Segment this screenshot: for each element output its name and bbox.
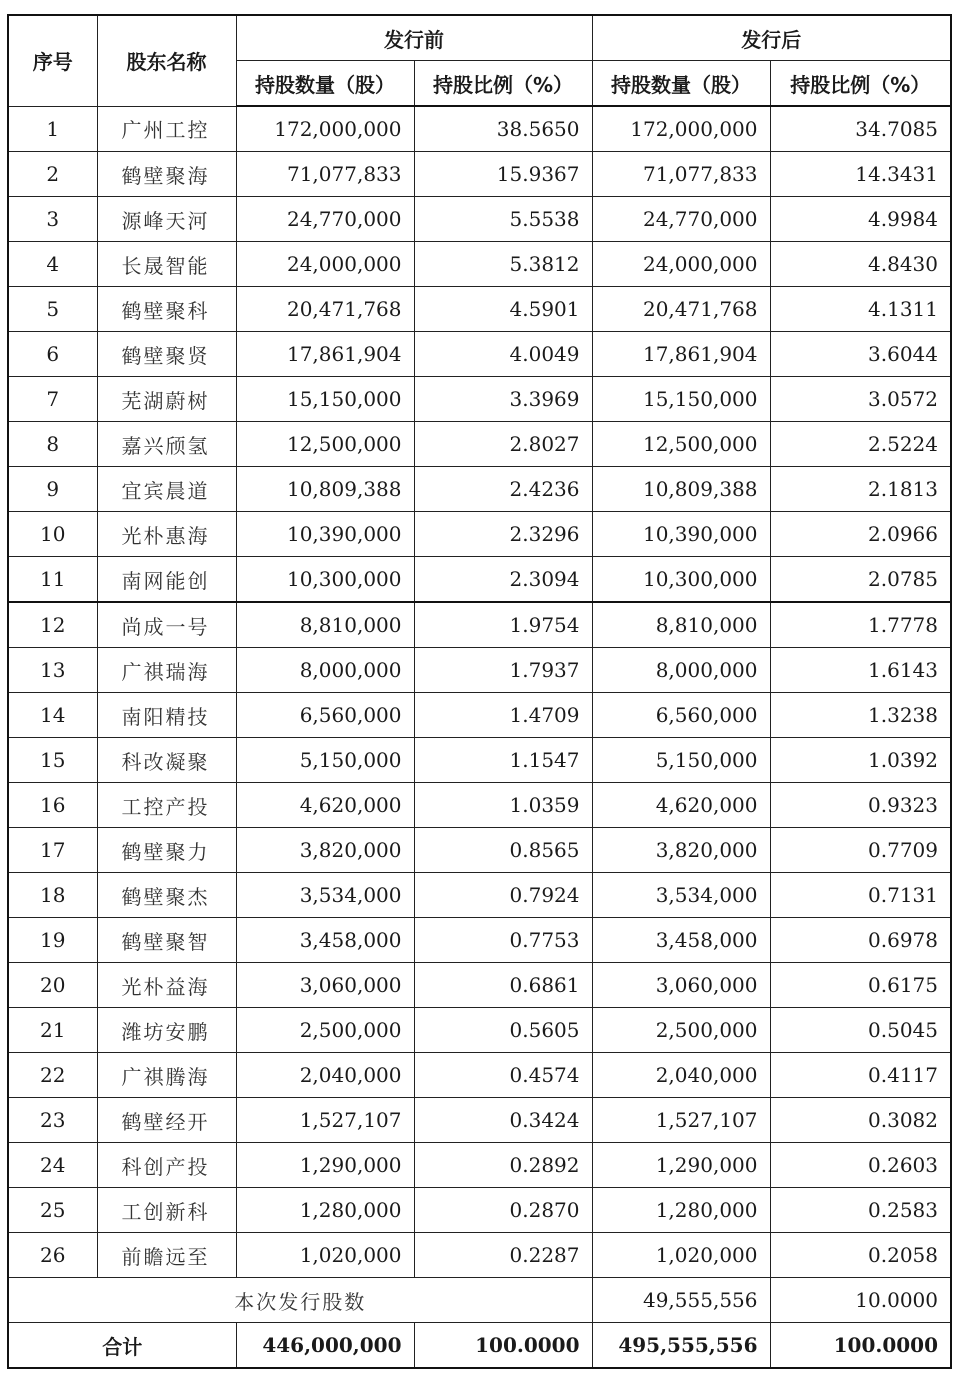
cell-after-ratio: 0.4117 <box>770 1053 951 1098</box>
cell-after-ratio: 1.3238 <box>770 693 951 738</box>
cell-after-shares: 5,150,000 <box>592 738 770 783</box>
cell-before-shares: 17,861,904 <box>236 332 414 377</box>
table-row <box>8 377 951 422</box>
cell-before-ratio: 0.2892 <box>414 1143 592 1188</box>
cell-before-ratio: 0.4574 <box>414 1053 592 1098</box>
cell-before-ratio: 1.1547 <box>414 738 592 783</box>
cell-after-shares: 172,000,000 <box>592 106 770 152</box>
cell-before-shares: 3,060,000 <box>236 963 414 1008</box>
table-row <box>8 512 951 557</box>
header-before-shares: 持股数量（股） <box>236 61 414 107</box>
cell-before-shares: 3,458,000 <box>236 918 414 963</box>
cell-before-ratio: 1.4709 <box>414 693 592 738</box>
table-row <box>8 1188 951 1233</box>
cell-after-ratio: 0.3082 <box>770 1098 951 1143</box>
header-name: 股东名称 <box>97 15 236 106</box>
cell-after-shares: 2,040,000 <box>592 1053 770 1098</box>
shareholding-table <box>7 14 952 1369</box>
cell-shareholder-name: 工创新科 <box>97 1188 236 1233</box>
cell-before-ratio: 4.0049 <box>414 332 592 377</box>
cell-before-ratio: 15.9367 <box>414 152 592 197</box>
cell-before-ratio: 2.8027 <box>414 422 592 467</box>
table-row <box>8 963 951 1008</box>
cell-no: 9 <box>8 467 97 512</box>
cell-shareholder-name: 广祺腾海 <box>97 1053 236 1098</box>
cell-no: 14 <box>8 693 97 738</box>
cell-shareholder-name: 前瞻远至 <box>97 1233 236 1278</box>
table-row <box>8 602 951 648</box>
cell-no: 1 <box>8 106 97 152</box>
cell-shareholder-name: 长晟智能 <box>97 242 236 287</box>
cell-before-shares: 172,000,000 <box>236 106 414 152</box>
cell-before-shares: 10,809,388 <box>236 467 414 512</box>
cell-no: 3 <box>8 197 97 242</box>
cell-before-shares: 8,000,000 <box>236 648 414 693</box>
cell-after-shares: 3,820,000 <box>592 828 770 873</box>
cell-before-shares: 3,820,000 <box>236 828 414 873</box>
cell-after-ratio: 0.7131 <box>770 873 951 918</box>
cell-before-ratio: 0.7753 <box>414 918 592 963</box>
cell-before-shares: 1,527,107 <box>236 1098 414 1143</box>
cell-after-shares: 10,300,000 <box>592 557 770 603</box>
cell-after-ratio: 0.2603 <box>770 1143 951 1188</box>
cell-after-shares: 3,060,000 <box>592 963 770 1008</box>
cell-after-shares: 71,077,833 <box>592 152 770 197</box>
table-row <box>8 242 951 287</box>
cell-after-shares: 2,500,000 <box>592 1008 770 1053</box>
cell-after-ratio: 14.3431 <box>770 152 951 197</box>
cell-shareholder-name: 广祺瑞海 <box>97 648 236 693</box>
cell-before-ratio: 1.7937 <box>414 648 592 693</box>
cell-after-ratio: 0.7709 <box>770 828 951 873</box>
cell-before-ratio: 0.6861 <box>414 963 592 1008</box>
table-row <box>8 648 951 693</box>
cell-before-shares: 71,077,833 <box>236 152 414 197</box>
cell-before-shares: 2,040,000 <box>236 1053 414 1098</box>
cell-before-ratio: 5.5538 <box>414 197 592 242</box>
cell-before-shares: 5,150,000 <box>236 738 414 783</box>
cell-before-ratio: 0.3424 <box>414 1098 592 1143</box>
cell-after-shares: 8,810,000 <box>592 602 770 648</box>
cell-after-shares: 1,290,000 <box>592 1143 770 1188</box>
table-row <box>8 332 951 377</box>
cell-after-shares: 3,534,000 <box>592 873 770 918</box>
cell-before-ratio: 0.8565 <box>414 828 592 873</box>
cell-before-ratio: 2.3296 <box>414 512 592 557</box>
cell-before-shares: 12,500,000 <box>236 422 414 467</box>
cell-no: 12 <box>8 602 97 648</box>
cell-shareholder-name: 光朴益海 <box>97 963 236 1008</box>
cell-after-shares: 1,280,000 <box>592 1188 770 1233</box>
cell-shareholder-name: 源峰天河 <box>97 197 236 242</box>
header-after-shares: 持股数量（股） <box>592 61 770 107</box>
cell-before-shares: 20,471,768 <box>236 287 414 332</box>
cell-after-shares: 10,809,388 <box>592 467 770 512</box>
table-row <box>8 557 951 603</box>
issue-after-ratio: 10.0000 <box>770 1278 951 1323</box>
cell-no: 2 <box>8 152 97 197</box>
cell-no: 11 <box>8 557 97 603</box>
cell-before-shares: 6,560,000 <box>236 693 414 738</box>
cell-after-ratio: 0.5045 <box>770 1008 951 1053</box>
cell-before-shares: 1,290,000 <box>236 1143 414 1188</box>
cell-before-shares: 24,770,000 <box>236 197 414 242</box>
cell-after-ratio: 2.5224 <box>770 422 951 467</box>
cell-after-ratio: 2.0966 <box>770 512 951 557</box>
cell-before-ratio: 0.2870 <box>414 1188 592 1233</box>
total-before-shares: 446,000,000 <box>236 1323 414 1369</box>
cell-before-shares: 24,000,000 <box>236 242 414 287</box>
header-seq: 序号 <box>8 15 97 106</box>
table-row <box>8 1143 951 1188</box>
cell-after-ratio: 3.6044 <box>770 332 951 377</box>
table-row <box>8 1098 951 1143</box>
cell-shareholder-name: 鹤壁聚贤 <box>97 332 236 377</box>
cell-shareholder-name: 芜湖蔚树 <box>97 377 236 422</box>
cell-no: 5 <box>8 287 97 332</box>
cell-after-ratio: 0.2058 <box>770 1233 951 1278</box>
cell-no: 16 <box>8 783 97 828</box>
cell-after-shares: 4,620,000 <box>592 783 770 828</box>
table-header <box>8 15 951 106</box>
cell-shareholder-name: 潍坊安鹏 <box>97 1008 236 1053</box>
cell-after-shares: 24,000,000 <box>592 242 770 287</box>
cell-shareholder-name: 鹤壁聚海 <box>97 152 236 197</box>
shareholding-table-container <box>7 14 950 1369</box>
issue-after-shares: 49,555,556 <box>592 1278 770 1323</box>
cell-after-shares: 3,458,000 <box>592 918 770 963</box>
cell-after-shares: 24,770,000 <box>592 197 770 242</box>
cell-after-ratio: 2.1813 <box>770 467 951 512</box>
table-row <box>8 783 951 828</box>
total-label: 合计 <box>8 1323 236 1369</box>
total-row <box>8 1323 951 1369</box>
cell-after-shares: 15,150,000 <box>592 377 770 422</box>
cell-no: 20 <box>8 963 97 1008</box>
cell-shareholder-name: 嘉兴颀氢 <box>97 422 236 467</box>
cell-shareholder-name: 工控产投 <box>97 783 236 828</box>
cell-after-ratio: 4.9984 <box>770 197 951 242</box>
header-before: 发行前 <box>236 15 592 61</box>
cell-no: 10 <box>8 512 97 557</box>
table-row <box>8 1053 951 1098</box>
cell-shareholder-name: 宜宾晨道 <box>97 467 236 512</box>
cell-no: 8 <box>8 422 97 467</box>
cell-after-ratio: 0.2583 <box>770 1188 951 1233</box>
cell-shareholder-name: 南阳精技 <box>97 693 236 738</box>
cell-before-shares: 2,500,000 <box>236 1008 414 1053</box>
cell-after-ratio: 1.6143 <box>770 648 951 693</box>
table-row <box>8 738 951 783</box>
table-row <box>8 422 951 467</box>
cell-before-shares: 15,150,000 <box>236 377 414 422</box>
cell-after-shares: 6,560,000 <box>592 693 770 738</box>
cell-no: 21 <box>8 1008 97 1053</box>
table-row <box>8 828 951 873</box>
cell-after-shares: 8,000,000 <box>592 648 770 693</box>
cell-before-shares: 1,280,000 <box>236 1188 414 1233</box>
cell-before-shares: 10,300,000 <box>236 557 414 603</box>
cell-before-ratio: 38.5650 <box>414 106 592 152</box>
cell-no: 15 <box>8 738 97 783</box>
cell-shareholder-name: 科创产投 <box>97 1143 236 1188</box>
cell-shareholder-name: 光朴惠海 <box>97 512 236 557</box>
total-after-shares: 495,555,556 <box>592 1323 770 1369</box>
table-row <box>8 1233 951 1278</box>
cell-after-ratio: 0.9323 <box>770 783 951 828</box>
cell-no: 13 <box>8 648 97 693</box>
cell-no: 26 <box>8 1233 97 1278</box>
cell-after-ratio: 1.0392 <box>770 738 951 783</box>
cell-before-shares: 10,390,000 <box>236 512 414 557</box>
issue-label: 本次发行股数 <box>8 1278 592 1323</box>
cell-shareholder-name: 鹤壁聚智 <box>97 918 236 963</box>
cell-no: 4 <box>8 242 97 287</box>
table-row <box>8 1008 951 1053</box>
table-row <box>8 693 951 738</box>
table-row <box>8 287 951 332</box>
cell-before-ratio: 1.9754 <box>414 602 592 648</box>
header-before-ratio: 持股比例（%） <box>414 61 592 107</box>
cell-after-shares: 17,861,904 <box>592 332 770 377</box>
cell-before-ratio: 3.3969 <box>414 377 592 422</box>
cell-before-ratio: 4.5901 <box>414 287 592 332</box>
cell-no: 25 <box>8 1188 97 1233</box>
header-after: 发行后 <box>592 15 951 61</box>
table-row <box>8 197 951 242</box>
cell-after-ratio: 4.1311 <box>770 287 951 332</box>
cell-shareholder-name: 鹤壁经开 <box>97 1098 236 1143</box>
cell-shareholder-name: 南网能创 <box>97 557 236 603</box>
cell-shareholder-name: 鹤壁聚杰 <box>97 873 236 918</box>
cell-no: 23 <box>8 1098 97 1143</box>
table-row <box>8 152 951 197</box>
cell-after-shares: 20,471,768 <box>592 287 770 332</box>
total-after-ratio: 100.0000 <box>770 1323 951 1369</box>
cell-after-ratio: 3.0572 <box>770 377 951 422</box>
cell-shareholder-name: 科改凝聚 <box>97 738 236 783</box>
cell-no: 17 <box>8 828 97 873</box>
cell-shareholder-name: 鹤壁聚科 <box>97 287 236 332</box>
cell-before-ratio: 5.3812 <box>414 242 592 287</box>
table-row <box>8 106 951 152</box>
cell-shareholder-name: 鹤壁聚力 <box>97 828 236 873</box>
cell-after-ratio: 0.6978 <box>770 918 951 963</box>
cell-before-ratio: 2.3094 <box>414 557 592 603</box>
cell-before-ratio: 1.0359 <box>414 783 592 828</box>
total-before-ratio: 100.0000 <box>414 1323 592 1369</box>
cell-before-shares: 3,534,000 <box>236 873 414 918</box>
table-row <box>8 873 951 918</box>
cell-before-ratio: 2.4236 <box>414 467 592 512</box>
cell-after-ratio: 4.8430 <box>770 242 951 287</box>
cell-before-shares: 1,020,000 <box>236 1233 414 1278</box>
cell-after-shares: 1,527,107 <box>592 1098 770 1143</box>
table-row <box>8 918 951 963</box>
cell-before-ratio: 0.2287 <box>414 1233 592 1278</box>
cell-before-ratio: 0.5605 <box>414 1008 592 1053</box>
cell-no: 18 <box>8 873 97 918</box>
cell-before-shares: 4,620,000 <box>236 783 414 828</box>
cell-no: 6 <box>8 332 97 377</box>
cell-after-ratio: 34.7085 <box>770 106 951 152</box>
cell-shareholder-name: 尚成一号 <box>97 602 236 648</box>
cell-no: 24 <box>8 1143 97 1188</box>
cell-after-ratio: 0.6175 <box>770 963 951 1008</box>
cell-shareholder-name: 广州工控 <box>97 106 236 152</box>
table-row <box>8 467 951 512</box>
cell-after-ratio: 2.0785 <box>770 557 951 603</box>
cell-no: 22 <box>8 1053 97 1098</box>
cell-no: 19 <box>8 918 97 963</box>
cell-after-shares: 12,500,000 <box>592 422 770 467</box>
issue-row <box>8 1278 951 1323</box>
cell-no: 7 <box>8 377 97 422</box>
cell-after-ratio: 1.7778 <box>770 602 951 648</box>
header-after-ratio: 持股比例（%） <box>770 61 951 107</box>
cell-before-ratio: 0.7924 <box>414 873 592 918</box>
cell-after-shares: 10,390,000 <box>592 512 770 557</box>
cell-after-shares: 1,020,000 <box>592 1233 770 1278</box>
table-body <box>8 106 951 1368</box>
cell-before-shares: 8,810,000 <box>236 602 414 648</box>
